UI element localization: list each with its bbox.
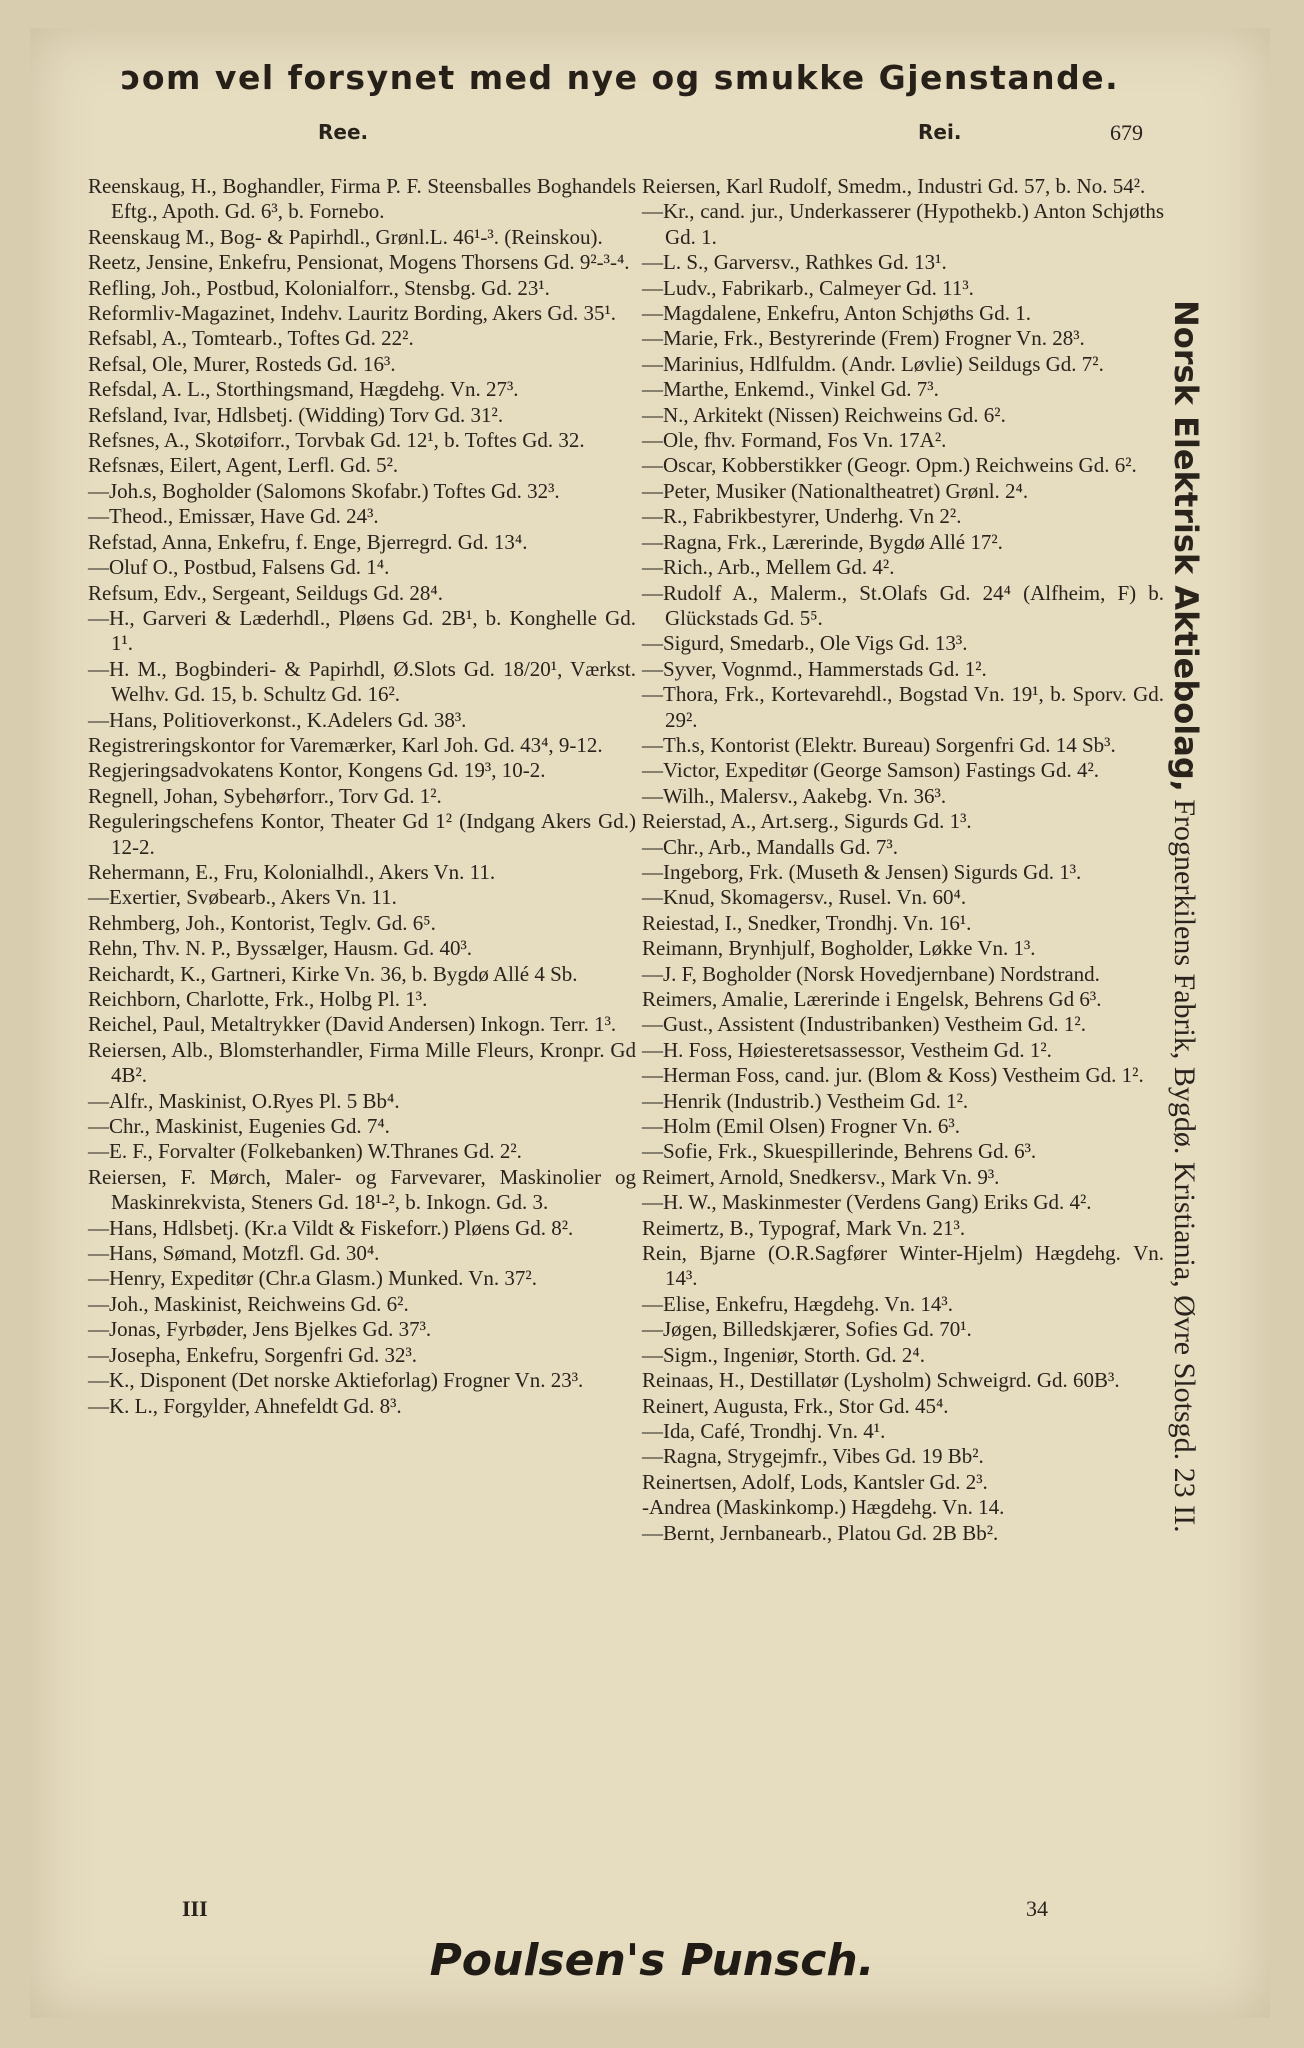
directory-entry: Rehmberg, Joh., Kontorist, Teglv. Gd. 6⁵. (88, 910, 436, 935)
directory-entry: Refsnes, A., Skotøiforr., Torvbak Gd. 12¹, b. Toftes Gd. 32. (88, 428, 585, 453)
directory-entry: Rehermann, E., Fru, Kolonialhdl., Akers Vn. 11. (88, 859, 496, 884)
directory-entry: —Chr., Maskinist, Eugenies Gd. 7⁴. (88, 1114, 390, 1139)
sidebar-address: Frognerkilens Fabrik, Bygdø. Kristiania, Øvre Slotsgd. 23 II. (1168, 799, 1201, 1533)
directory-entry: Rehn, Thv. N. P., Byssælger, Hausm. Gd. 40³. (88, 936, 473, 961)
directory-entry: Reformliv-Magazinet, Indehv. Lauritz Bording, Akers Gd. 35¹. (88, 301, 617, 326)
directory-entry: Refsal, Ole, Murer, Rosteds Gd. 16³. (88, 351, 396, 376)
directory-entry: Reierstad, A., Art.serg., Sigurds Gd. 1³. (642, 809, 972, 834)
directory-entry: Reiersen, Karl Rudolf, Smedm., Industri Gd. 57, b. No. 54². (642, 174, 1146, 198)
directory-entry: —Ludv., Fabrikarb., Calmeyer Gd. 11³. (642, 275, 974, 300)
directory-entry: —Sigm., Ingeniør, Storth. Gd. 2⁴. (642, 1342, 925, 1367)
directory-entry: Reenskaug M., Bog- & Papirhdl., Grønl.L. 46¹-³. (Reinskou). (88, 224, 603, 249)
directory-entry: Refsabl, A., Tomtearb., Toftes Gd. 22². (88, 326, 414, 351)
page-number: 679 (1110, 120, 1143, 145)
directory-entry: Reguleringschefens Kontor, Theater Gd 1² (Indgang Akers Gd.) 12-2. (88, 809, 636, 859)
directory-entry: Reimers, Amalie, Lærerinde i Engelsk, Behrens Gd 6³. (642, 987, 1102, 1011)
signature-mark: III (182, 1896, 208, 1921)
directory-entry: —Kr., cand. jur., Underkasserer (Hypothekb.) Anton Schjøths Gd. 1. (642, 199, 1164, 249)
directory-entry: Reinertsen, Adolf, Lods, Kantsler Gd. 2³. (642, 1469, 988, 1494)
directory-entry: Reinaas, H., Destillatør (Lysholm) Schweigrd. Gd. 60B³. (642, 1368, 1120, 1393)
directory-entry: Reetz, Jensine, Enkefru, Pensionat, Mogens Thorsens Gd. 9²-³-⁴. (88, 250, 630, 275)
directory-entry: —Ole, fhv. Formand, Fos Vn. 17A². (642, 428, 947, 453)
directory-entry: Reichborn, Charlotte, Frk., Holbg Pl. 1³. (88, 987, 428, 1011)
left-running-head: Ree. (318, 120, 369, 144)
directory-entry: Refsum, Edv., Sergeant, Seildugs Gd. 28⁴. (88, 580, 443, 605)
bottom-advertisement: Poulsen's Punsch. (429, 1935, 875, 1986)
directory-entry: Reenskaug, H., Boghandler, Firma P. F. Steensballes Boghandels Eftg., Apoth. Gd. 6³, b. Fornebo. (88, 174, 636, 224)
directory-entry: Regnell, Johan, Sybehørforr., Torv Gd. 1². (88, 783, 442, 808)
directory-entry: Reiersen, F. Mørch, Maler- og Farvevarer, Maskinolier og Maskinrekvista, Steners Gd. 18¹-², b. Inkogn. Gd. 3. (88, 1164, 636, 1215)
directory-entry: —Rich., Arb., Mellem Gd. 4². (642, 555, 895, 580)
sidebar-company: Norsk Elektrisk Aktiebolag, (1167, 300, 1205, 792)
directory-entry: —K., Disponent (Det norske Aktieforlag) Frogner Vn. 23³. (88, 1368, 584, 1393)
directory-entry: Reinert, Augusta, Frk., Stor Gd. 45⁴. (642, 1393, 949, 1418)
directory-entry: —Theod., Emissær, Have Gd. 24³. (88, 504, 379, 529)
directory-entry: —Wilh., Malersv., Aakebg. Vn. 36³. (642, 783, 947, 808)
directory-entry: —Th.s, Kontorist (Elektr. Bureau) Sorgenfri Gd. 14 Sb³. (642, 732, 1116, 757)
directory-entry: —Ingeborg, Frk. (Museth & Jensen) Sigurds Gd. 1³. (642, 859, 1082, 884)
directory-entry: Registreringskontor for Varemærker, Karl Joh. Gd. 43⁴, 9-12. (88, 732, 603, 757)
directory-entry: —H. W., Maskinmester (Verdens Gang) Eriks Gd. 4². (642, 1190, 1092, 1215)
directory-entry: —Magdalene, Enkefru, Anton Schjøths Gd. 1. (642, 301, 1032, 326)
directory-entry: —Ida, Café, Trondhj. Vn. 4¹. (642, 1418, 886, 1443)
right-running-head: Rei. (918, 120, 962, 144)
directory-entry: —Hans, Hdlsbetj. (Kr.a Vildt & Fiskeforr.) Pløens Gd. 8². (88, 1215, 574, 1240)
directory-entry: —H., Garveri & Læderhdl., Pløens Gd. 2B¹, b. Konghelle Gd. 1¹. (88, 605, 636, 656)
directory-entry: —Ragna, Strygejmfr., Vibes Gd. 19 Bb². (642, 1444, 984, 1469)
directory-entry: Reiersen, Alb., Blomsterhandler, Firma Mille Fleurs, Kronpr. Gd 4B². (88, 1037, 636, 1088)
directory-entry: —Joh., Maskinist, Reichweins Gd. 6². (88, 1291, 409, 1316)
directory-entry: —K. L., Forgylder, Ahnefeldt Gd. 8³. (88, 1393, 402, 1418)
top-banner-advert: ɔom vel forsynet med nye og smukke Gjenstande. (120, 58, 1120, 97)
directory-entry: —J. F, Bogholder (Norsk Hovedjernbane) Nordstrand. (642, 961, 1100, 986)
directory-entry: —Jøgen, Billedskjærer, Sofies Gd. 70¹. (642, 1317, 972, 1342)
directory-entry: —E. F., Forvalter (Folkebanken) W.Thranes Gd. 2². (88, 1139, 522, 1164)
directory-entry: Refsdal, A. L., Storthingsmand, Hægdehg. Vn. 27³. (88, 377, 519, 402)
directory-entry: —Oluf O., Postbud, Falsens Gd. 1⁴. (88, 555, 390, 580)
directory-entry: —Elise, Enkefru, Hægdehg. Vn. 14³. (642, 1291, 953, 1316)
directory-entry: —Holm (Emil Olsen) Frogner Vn. 6³. (642, 1114, 960, 1139)
directory-entry: Reimann, Brynhjulf, Bogholder, Løkke Vn. 1³. (642, 936, 1036, 961)
directory-entry: —Henry, Expeditør (Chr.a Glasm.) Munked. Vn. 37². (88, 1266, 537, 1291)
left-column (88, 174, 636, 1419)
sidebar-advert (1155, 300, 1215, 2000)
directory-entry: Rein, Bjarne (O.R.Sagfører Winter-Hjelm) Hægdehg. Vn. 14³. (642, 1241, 1164, 1291)
directory-entry: Refling, Joh., Postbud, Kolonialforr., Stensbg. Gd. 23¹. (88, 275, 550, 300)
directory-entry: —Rudolf A., Malerm., St.Olafs Gd. 24⁴ (Alfheim, F) b. Glückstads Gd. 5⁵. (642, 580, 1164, 630)
directory-entry: —Herman Foss, cand. jur. (Blom & Koss) Vestheim Gd. 1². (642, 1063, 1144, 1088)
directory-entry: —H. Foss, Høiesteretsassessor, Vestheim Gd. 1². (642, 1037, 1052, 1062)
directory-entry: Reiestad, I., Snedker, Trondhj. Vn. 16¹. (642, 910, 972, 935)
directory-entry: —Bernt, Jernbanearb., Platou Gd. 2B Bb². (642, 1520, 999, 1545)
right-column (642, 174, 1164, 1546)
directory-entry: —R., Fabrikbestyrer, Underhg. Vn 2². (642, 504, 962, 529)
directory-entry: —Sigurd, Smedarb., Ole Vigs Gd. 13³. (642, 631, 968, 656)
directory-entry: —L. S., Garversv., Rathkes Gd. 13¹. (642, 250, 947, 275)
directory-entry: —Hans, Politioverkonst., K.Adelers Gd. 38³. (88, 707, 467, 732)
directory-entry: —Exertier, Svøbearb., Akers Vn. 11. (88, 885, 397, 910)
directory-entry: —Peter, Musiker (Nationaltheatret) Grønl. 2⁴. (642, 478, 1029, 503)
directory-entry: —Hans, Sømand, Motzfl. Gd. 30⁴. (88, 1241, 380, 1266)
directory-entry: —Gust., Assistent (Industribanken) Vestheim Gd. 1². (642, 1012, 1086, 1037)
directory-entry: —N., Arkitekt (Nissen) Reichweins Gd. 6². (642, 402, 1006, 427)
directory-entry: —Knud, Skomagersv., Rusel. Vn. 60⁴. (642, 885, 967, 910)
directory-entry: Refsland, Ivar, Hdlsbetj. (Widding) Torv Gd. 31². (88, 402, 504, 427)
directory-entry: —Syver, Vognmd., Hammerstads Gd. 1². (642, 656, 987, 681)
directory-entry: —Henrik (Industrib.) Vestheim Gd. 1². (642, 1088, 969, 1113)
directory-entry: —Marinius, Hdlfuldm. (Andr. Løvlie) Seildugs Gd. 7². (642, 351, 1104, 376)
directory-entry: -Andrea (Maskinkomp.) Hægdehg. Vn. 14. (642, 1495, 1005, 1520)
directory-entry: Refstad, Anna, Enkefru, f. Enge, Bjerregrd. Gd. 13⁴. (88, 529, 528, 554)
directory-entry: —Ragna, Frk., Lærerinde, Bygdø Allé 17². (642, 529, 1003, 554)
directory-entry: Reichardt, K., Gartneri, Kirke Vn. 36, b. Bygdø Allé 4 Sb. (88, 961, 578, 986)
directory-entry: —Thora, Frk., Kortevarehdl., Bogstad Vn. 19¹, b. Sporv. Gd. 29². (642, 682, 1164, 732)
directory-entry: Reimert, Arnold, Snedkersv., Mark Vn. 9³. (642, 1164, 1000, 1189)
directory-entry: Regjeringsadvokatens Kontor, Kongens Gd. 19³, 10-2. (88, 758, 546, 783)
directory-entry: —Sofie, Frk., Skuespillerinde, Behrens Gd. 6³. (642, 1139, 1037, 1164)
directory-entry: —Marthe, Enkemd., Vinkel Gd. 7³. (642, 377, 939, 402)
directory-entry: —Jonas, Fyrbøder, Jens Bjelkes Gd. 37³. (88, 1317, 432, 1342)
directory-entry: —Joh.s, Bogholder (Salomons Skofabr.) Toftes Gd. 32³. (88, 478, 560, 503)
directory-entry: —Josepha, Enkefru, Sorgenfri Gd. 32³. (88, 1342, 418, 1367)
directory-entry: Reichel, Paul, Metaltrykker (David Andersen) Inkogn. Terr. 1³. (88, 1012, 617, 1037)
sheet-number: 34 (1026, 1896, 1048, 1921)
directory-entry: —Victor, Expeditør (George Samson) Fastings Gd. 4². (642, 758, 1099, 783)
directory-entry: Reimertz, B., Typograf, Mark Vn. 21³. (642, 1215, 966, 1240)
directory-entry: Refsnæs, Eilert, Agent, Lerfl. Gd. 5². (88, 453, 399, 478)
directory-entry: —Oscar, Kobberstikker (Geogr. Opm.) Reichweins Gd. 6². (642, 453, 1137, 478)
directory-entry: —H. M., Bogbinderi- & Papirhdl, Ø.Slots Gd. 18/20¹, Værkst. Welhv. Gd. 15, b. Schultz Gd. 16². (88, 656, 636, 707)
directory-entry: —Chr., Arb., Mandalls Gd. 7³. (642, 834, 898, 859)
directory-entry: —Alfr., Maskinist, O.Ryes Pl. 5 Bb⁴. (88, 1088, 400, 1113)
directory-entry: —Marie, Frk., Bestyrerinde (Frem) Frogner Vn. 28³. (642, 326, 1085, 351)
